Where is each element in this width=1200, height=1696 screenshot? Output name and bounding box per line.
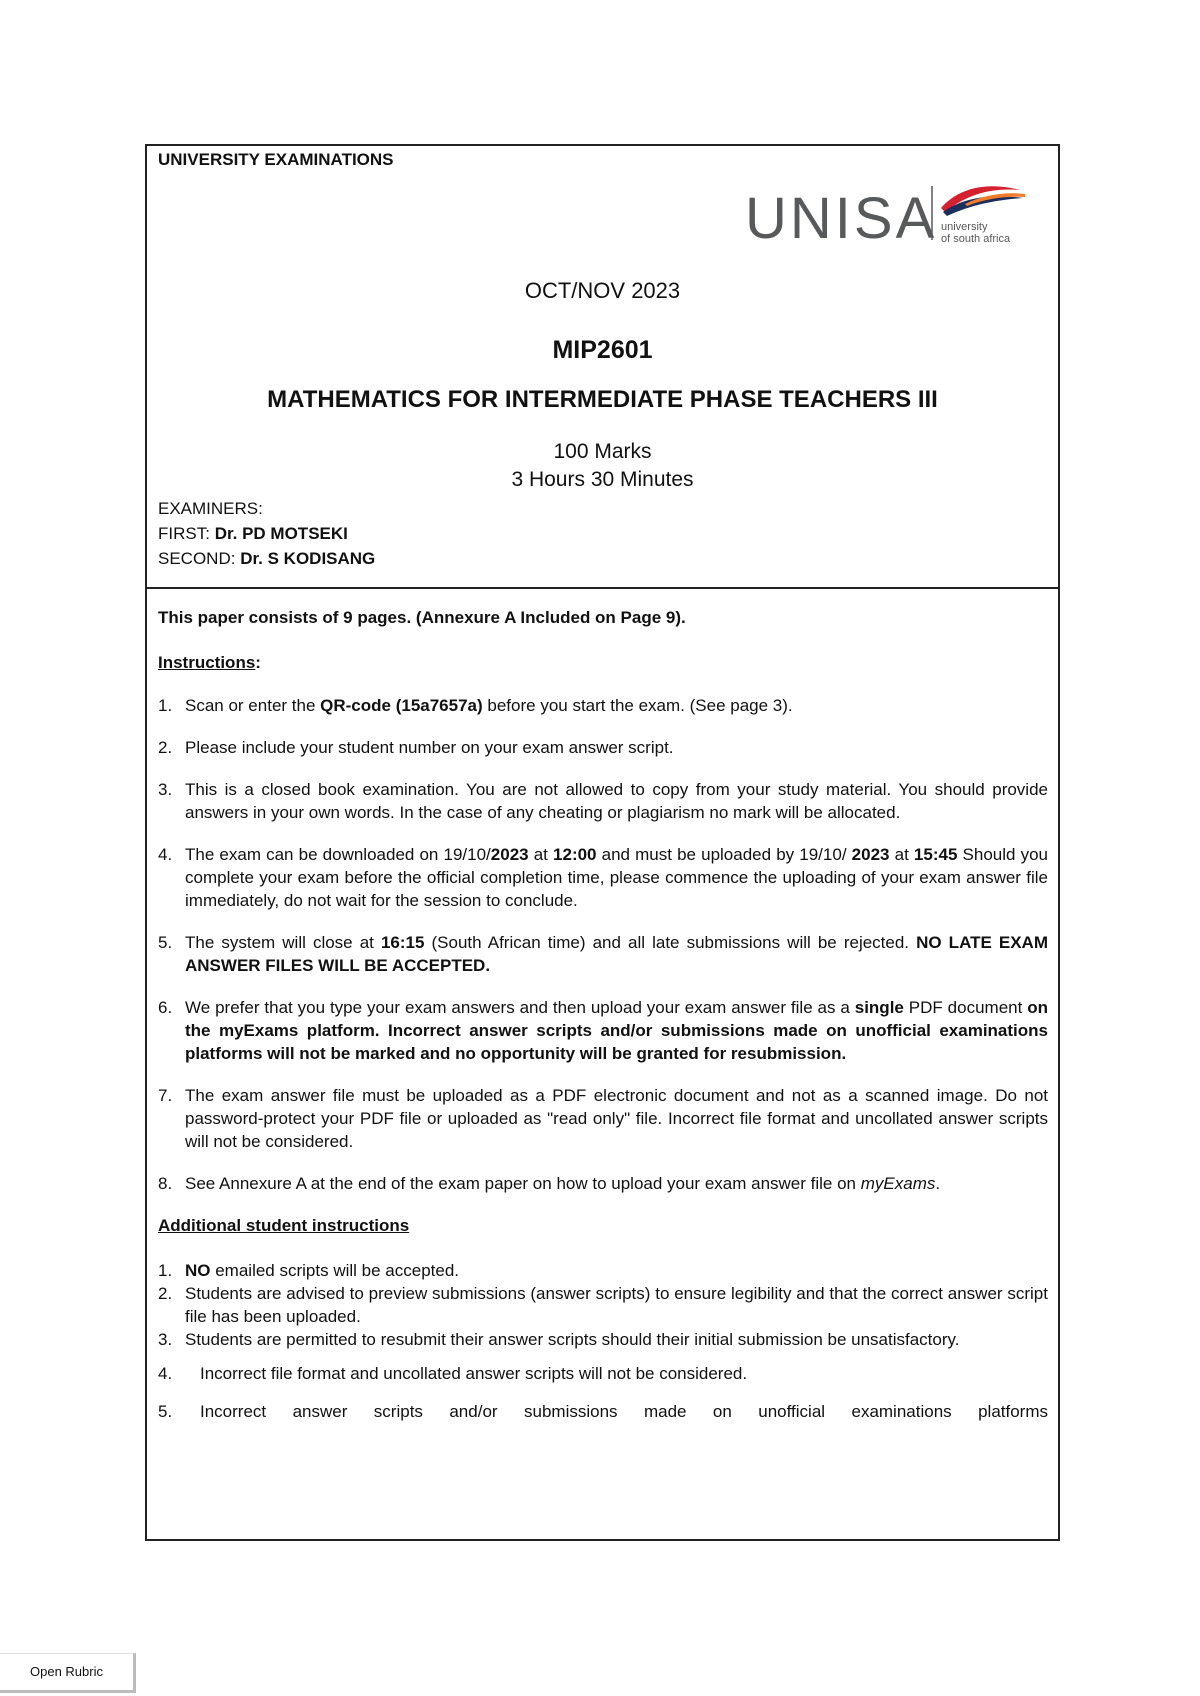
- examiners-label: EXAMINERS:: [158, 499, 263, 518]
- add5-text: Incorrect answer scripts and/or submissions made on unofficial examinations platforms: [200, 1402, 1048, 1421]
- instr4-upload: and must be uploaded by 19/10/: [596, 845, 852, 864]
- open-rubric-button[interactable]: Open Rubric: [0, 1653, 136, 1693]
- university-examinations-label: UNIVERSITY EXAMINATIONS: [158, 150, 394, 169]
- instructions-list: [158, 694, 1048, 1195]
- instructions-heading-colon: :: [255, 653, 261, 672]
- additional-instructions-list: [158, 1259, 1048, 1423]
- instr8-text: See Annexure A at the end of the exam paper on how to upload your exam answer file on: [185, 1174, 861, 1193]
- additional-item: [158, 1328, 1048, 1351]
- instr4-at2: at: [889, 845, 914, 864]
- exam-session: OCT/NOV 2023: [524, 278, 681, 303]
- item-number: 1.: [158, 1261, 173, 1280]
- instr3-text: This is a closed book examination. You are not allowed to copy from your study material. You should provide answers in your own words. In the case of any cheating or plagiarism no mark will be allocated.: [185, 780, 1048, 822]
- instruction-item: [158, 778, 1048, 824]
- item-number: 8.: [158, 1174, 173, 1193]
- total-marks: 100 Marks: [553, 440, 652, 463]
- qr-code: QR-code (15a7657a): [320, 696, 483, 715]
- download-year: 2023: [490, 845, 529, 864]
- instruction-item: [158, 1172, 1048, 1195]
- instr6-text: We prefer that you type your exam answers and then upload your exam answer file as a: [185, 998, 855, 1017]
- marks-duration: [147, 438, 1058, 494]
- instr5-text-mid: (South African time) and all late submissions will be rejected.: [424, 933, 917, 952]
- download-time: 12:00: [553, 845, 597, 864]
- add1-text: emailed scripts will be accepted.: [210, 1261, 460, 1280]
- exam-header: [147, 146, 1058, 589]
- no-emphasis: NO: [185, 1261, 211, 1280]
- exam-instructions-body: [158, 606, 1048, 1423]
- examiners-block: [158, 496, 375, 571]
- additional-item: [158, 1259, 1048, 1282]
- item-number: 4.: [158, 845, 173, 864]
- myexams-name: myExams: [860, 1174, 936, 1193]
- additional-item: [158, 1400, 1048, 1423]
- item-number: 2.: [158, 1284, 173, 1303]
- item-number: 2.: [158, 738, 173, 757]
- second-examiner-label: SECOND:: [158, 549, 236, 568]
- no-late-files: NO LATE EXAM ANSWER FILES WILL BE ACCEPTED.: [185, 933, 1048, 975]
- instr8-period: .: [935, 1174, 941, 1193]
- instr1-text-end: before you start the exam. (See page 3).: [482, 696, 793, 715]
- additional-item: [158, 1282, 1048, 1328]
- additional-instructions-heading: Additional student instructions: [158, 1216, 410, 1235]
- instruction-item: [158, 996, 1048, 1065]
- instructions-heading-text: Instructions: [158, 653, 256, 672]
- exam-cover-frame: [145, 144, 1060, 1541]
- add2-text: Students are advised to preview submissions (answer scripts) to ensure legibility and that the correct answer script file has been uploaded.: [185, 1284, 1048, 1326]
- unisa-logo: [745, 178, 1045, 248]
- first-examiner-label: FIRST:: [158, 524, 210, 543]
- logo-sub-university: university: [941, 221, 988, 233]
- item-number: 4.: [158, 1364, 173, 1383]
- upload-year: 2023: [851, 845, 890, 864]
- item-number: 5.: [158, 1402, 173, 1421]
- module-title: MATHEMATICS FOR INTERMEDIATE PHASE TEACHERS III: [267, 386, 938, 413]
- item-number: 3.: [158, 780, 173, 799]
- first-examiner: [158, 521, 375, 546]
- close-time: 16:15: [380, 933, 425, 952]
- logo-sub-south-africa: of south africa: [941, 233, 1011, 245]
- item-number: 6.: [158, 998, 173, 1017]
- instruction-item: [158, 694, 1048, 717]
- upload-time: 15:45: [913, 845, 958, 864]
- item-number: 5.: [158, 933, 173, 952]
- module-code: MIP2601: [552, 336, 653, 364]
- additional-item: [158, 1362, 1048, 1385]
- add3-text: Students are permitted to resubmit their answer scripts should their initial submission be unsatisfactory.: [185, 1330, 960, 1349]
- first-examiner-name: Dr. PD MOTSEKI: [214, 524, 348, 543]
- instr1-text: Scan or enter the: [185, 696, 321, 715]
- unisa-logo-wordmark: UNISA: [745, 186, 938, 248]
- instructions-heading: [158, 651, 1048, 674]
- instruction-item: [158, 736, 1048, 759]
- instr7-text: The exam answer file must be uploaded as a PDF electronic document and not as a scanned image. Do not password-protect your PDF file or uploaded as "read only" file. Incorrect file format and uncollated answer scripts will not be considered.: [185, 1086, 1048, 1151]
- instr5-text: The system will close at: [185, 933, 381, 952]
- instr4-text-end: Should you complete your exam before the official completion time, please commence the uploading of your exam answer file immediately, do not wait for the session to conclude.: [185, 845, 1048, 910]
- instr6-pdf: PDF document: [903, 998, 1028, 1017]
- paper-page-count: This paper consists of 9 pages. (Annexure A Included on Page 9).: [158, 608, 686, 627]
- item-number: 1.: [158, 696, 173, 715]
- instruction-item: [158, 843, 1048, 912]
- single-emphasis: single: [854, 998, 904, 1017]
- instr2-text: Please include your student number on your exam answer script.: [185, 738, 674, 757]
- exam-duration: 3 Hours 30 Minutes: [511, 468, 694, 491]
- item-number: 3.: [158, 1330, 173, 1349]
- instr4-text: The exam can be downloaded on 19/10/: [185, 845, 491, 864]
- instruction-item: [158, 931, 1048, 977]
- instr4-at: at: [528, 845, 554, 864]
- second-examiner: [158, 546, 375, 571]
- add4-text: Incorrect file format and uncollated answer scripts will not be considered.: [200, 1364, 748, 1383]
- second-examiner-name: Dr. S KODISANG: [240, 549, 376, 568]
- instruction-item: [158, 1084, 1048, 1153]
- item-number: 7.: [158, 1086, 173, 1105]
- myexams-platform-warning: on the myExams platform. Incorrect answer scripts and/or submissions made on unofficial examinations platforms will not be marked and no opportunity will be granted for resubmission.: [185, 998, 1048, 1063]
